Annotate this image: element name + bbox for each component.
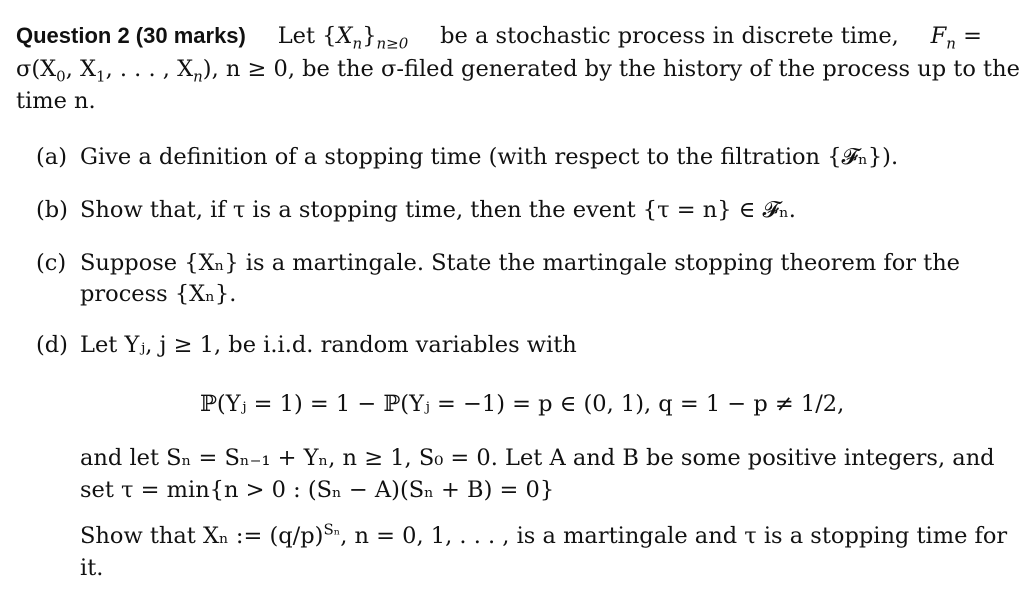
part-d-text-line-1: Let Yⱼ, j ≥ 1, be i.i.d. random variables with — [80, 332, 577, 358]
part-c-text-line-2: process {Xₙ}. — [80, 281, 237, 307]
part-c-label: (c) — [36, 250, 67, 276]
intro-filtration: $F_n$ = — [930, 23, 982, 53]
part-a-text: Give a definition of a stopping time (with respect to the filtration {𝓕ₙ}). — [80, 144, 899, 170]
part-d-text-line-5: Show that Xₙ := $(q/p)^{S_n}$, n = 0, 1, . . . , is a martingale and τ is a stopping time for — [80, 520, 1008, 549]
part-d-display-equation: ℙ(Yⱼ = 1) = 1 − ℙ(Yⱼ = −1) = p ∈ (0, 1), q = 1 − p ≠ 1/2, — [200, 391, 845, 417]
part-d-label: (d) — [36, 332, 68, 358]
question-intro-line-2: $\sigma(X_0$, $X_1$, . . . , $X_n$), n ≥ 0, be the σ-filed generated by the history of the process up to the — [16, 56, 1020, 86]
intro-let: Let $\{X_n\}_{n\ge 0}$ — [277, 23, 409, 53]
part-d-text-line-4: set τ = min{n > 0 : (Sₙ − A)(Sₙ + B) = 0} — [80, 477, 555, 503]
part-d-text-line-6: it. — [80, 555, 104, 581]
part-d-text-line-3: and let Sₙ = Sₙ₋₁ + Yₙ, n ≥ 1, S₀ = 0. Let A and B be some positive integers, and — [80, 445, 995, 471]
part-b-text: Show that, if τ is a stopping time, then the event {τ = n} ∈ 𝓕ₙ. — [80, 197, 796, 223]
question-heading: Question 2 (30 marks) — [16, 23, 246, 48]
intro-desc: be a stochastic process in discrete time, — [440, 23, 899, 49]
question-intro-line-1 — [16, 21, 982, 51]
part-b-label: (b) — [36, 197, 68, 223]
part-a-label: (a) — [36, 144, 67, 170]
part-c-text-line-1: Suppose {Xₙ} is a martingale. State the martingale stopping theorem for the — [80, 250, 960, 276]
question-intro-line-3: time n. — [16, 88, 96, 114]
